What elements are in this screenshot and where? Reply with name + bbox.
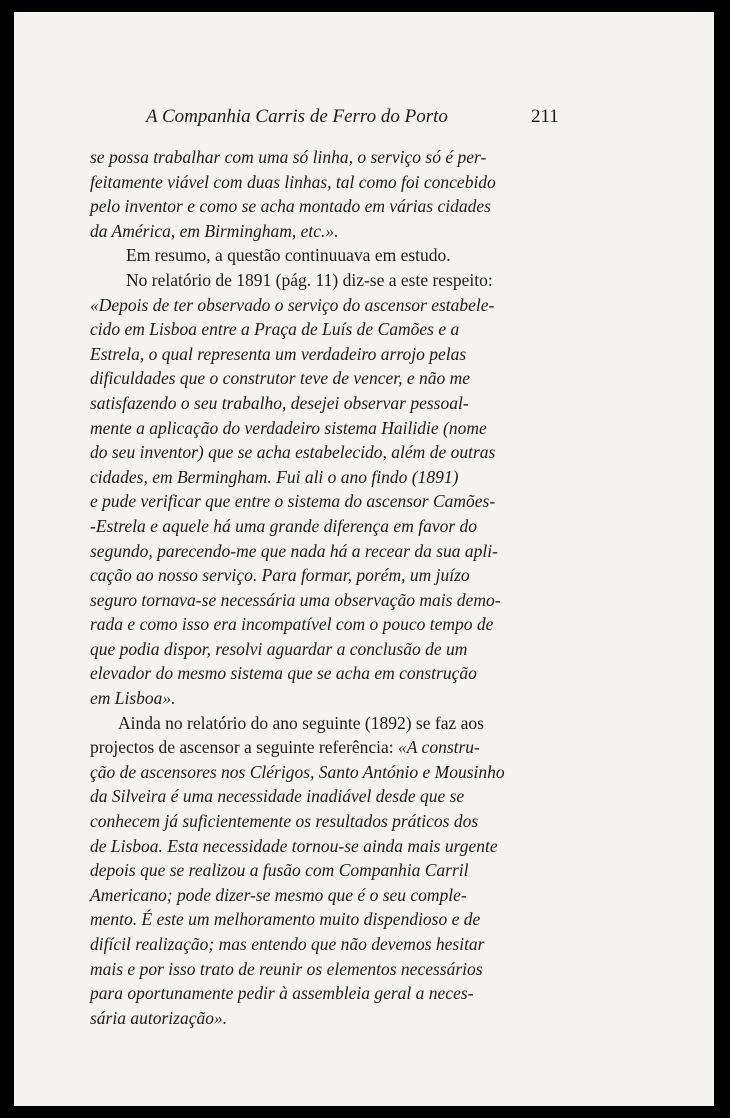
text-line: Em resumo, a questão continuuava em estudo.: [126, 245, 451, 266]
text-line: mais e por isso trato de reunir os elementos necessários: [90, 958, 483, 979]
text-line: Ainda no relatório do ano seguinte (1892) se faz aos: [118, 712, 484, 733]
text-line: depois que se realizou a fusão com Companhia Carril: [90, 860, 469, 881]
text-line: para oportunamente pedir à assembleia geral a neces-: [90, 983, 474, 1004]
text-line: que podia dispor, resolvi aguardar a conclusão de um: [90, 638, 468, 659]
text-line: se possa trabalhar com uma só linha, o serviço só é per-: [90, 147, 487, 167]
text-line: difícil realização; mas entendo que não devemos hesitar: [90, 934, 485, 954]
text-line: segundo, parecendo-me que nada há a recear da sua apli-: [90, 540, 498, 561]
text-line: «Depois de ter observado o serviço do ascensor estabele-: [90, 294, 495, 315]
text-line: em Lisboa».: [90, 688, 176, 709]
text-run: projectos de ascensor a seguinte referência:: [90, 737, 399, 758]
text-line: feitamente viável com duas linhas, tal como foi concebido: [90, 171, 496, 192]
text-line: No relatório de 1891 (pág. 11) diz-se a este respeito:: [126, 269, 493, 290]
text-line: sária autorização».: [90, 1007, 228, 1028]
text-line: conhecem já suficientemente os resultados práticos dos: [90, 811, 479, 832]
running-title: A Companhia Carris de Ferro do Porto: [146, 106, 448, 127]
text-line: satisfazendo o seu trabalho, desejei observar pessoal-: [90, 392, 469, 413]
text-line: mento. É este um melhoramento muito dispendioso e de: [90, 909, 481, 930]
text-line: dificuldades que o construtor teve de vencer, e não me: [90, 368, 471, 389]
text-line: ção de ascensores nos Clérigos, Santo António e Mousinho: [90, 761, 505, 782]
text-line: pelo inventor e como se acha montado em várias cidades: [90, 196, 491, 217]
text-line: da Silveira é uma necessidade inadiável desde que se: [90, 786, 465, 807]
text-line: de Lisboa. Esta necessidade tornou-se ainda mais urgente: [90, 835, 498, 856]
text-line: cido em Lisboa entre a Praça de Luís de Camões e a: [90, 319, 460, 340]
text-line: -Estrela e aquele há uma grande diferença em favor do: [90, 515, 478, 536]
text-line: cidades, em Bermingham. Fui ali o ano findo (1891): [90, 466, 459, 487]
text-line: mente a aplicação do verdadeiro sistema Hailidie (nome: [90, 417, 487, 438]
text-line: elevador do mesmo sistema que se acha em construção: [90, 663, 477, 684]
body-text: [90, 145, 568, 1030]
text-line: cação ao nosso serviço. Para formar, porém, um juízo: [90, 565, 470, 586]
book-page: [14, 12, 714, 1106]
text-line: Americano; pode dizer-se mesmo que é o seu comple-: [90, 884, 467, 905]
text-line: seguro tornava-se necessária uma observação mais demo-: [90, 589, 501, 610]
text-line: [90, 735, 568, 760]
text-line: do seu inventor) que se acha estabelecido, além de outras: [90, 442, 496, 463]
page-number: 211: [531, 106, 559, 127]
text-run-italic: «A constru-: [398, 737, 480, 758]
text-line: e pude verificar que entre o sistema do ascensor Camões-: [90, 491, 496, 512]
page-header: [14, 106, 714, 132]
text-line: Estrela, o qual representa um verdadeiro arrojo pelas: [90, 343, 467, 364]
text-line: rada e como isso era incompatível com o pouco tempo de: [90, 614, 494, 635]
text-line: da América, em Birmingham, etc.».: [90, 220, 339, 241]
